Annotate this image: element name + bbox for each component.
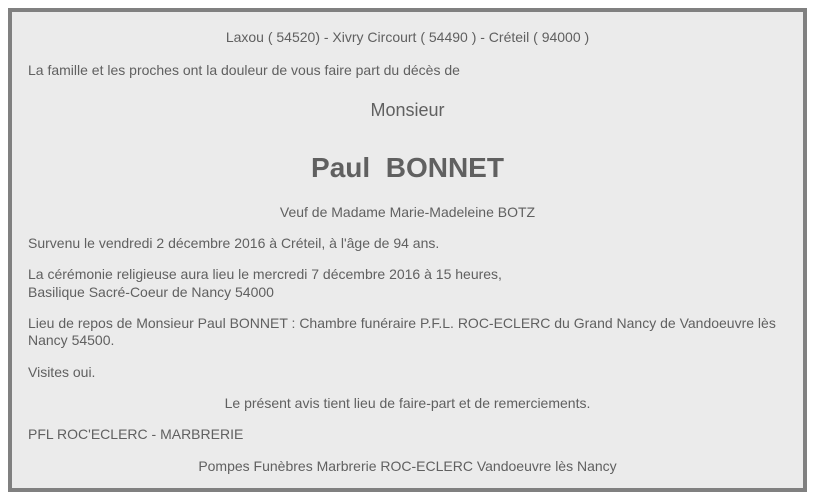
- honorific: Monsieur: [370, 100, 445, 120]
- deceased-name: Paul BONNET: [311, 152, 504, 183]
- ceremony-line-1: La cérémonie religieuse aura lieu le mercredi 7 décembre 2016 à 15 heures,: [28, 266, 502, 282]
- company-line: PFL ROC'ECLERC - MARBRERIE: [28, 426, 244, 442]
- footer-line: Pompes Funèbres Marbrerie ROC-ECLERC Vandoeuvre lès Nancy: [198, 458, 617, 474]
- ceremony-line-2: Basilique Sacré-Coeur de Nancy 54000: [28, 284, 274, 300]
- rest-place-text: Lieu de repos de Monsieur Paul BONNET : Chambre funéraire P.F.L. ROC-ECLERC du Grand Nancy de Vandoeuvre lès Nancy 54500.: [28, 315, 776, 348]
- visits-line: Visites oui.: [28, 364, 96, 380]
- locations-line: Laxou ( 54520) - Xivry Circourt ( 54490 ) - Créteil ( 94000 ): [225, 29, 590, 45]
- spouse-line: Veuf de Madame Marie-Madeleine BOTZ: [279, 204, 536, 220]
- thanks-line: Le présent avis tient lieu de faire-part et de remerciements.: [224, 395, 591, 411]
- obituary-notice: [8, 8, 807, 492]
- intro-text: La famille et les proches ont la douleur de vous faire part du décès de: [28, 62, 460, 78]
- death-line: Survenu le vendredi 2 décembre 2016 à Créteil, à l'âge de 94 ans.: [28, 235, 440, 251]
